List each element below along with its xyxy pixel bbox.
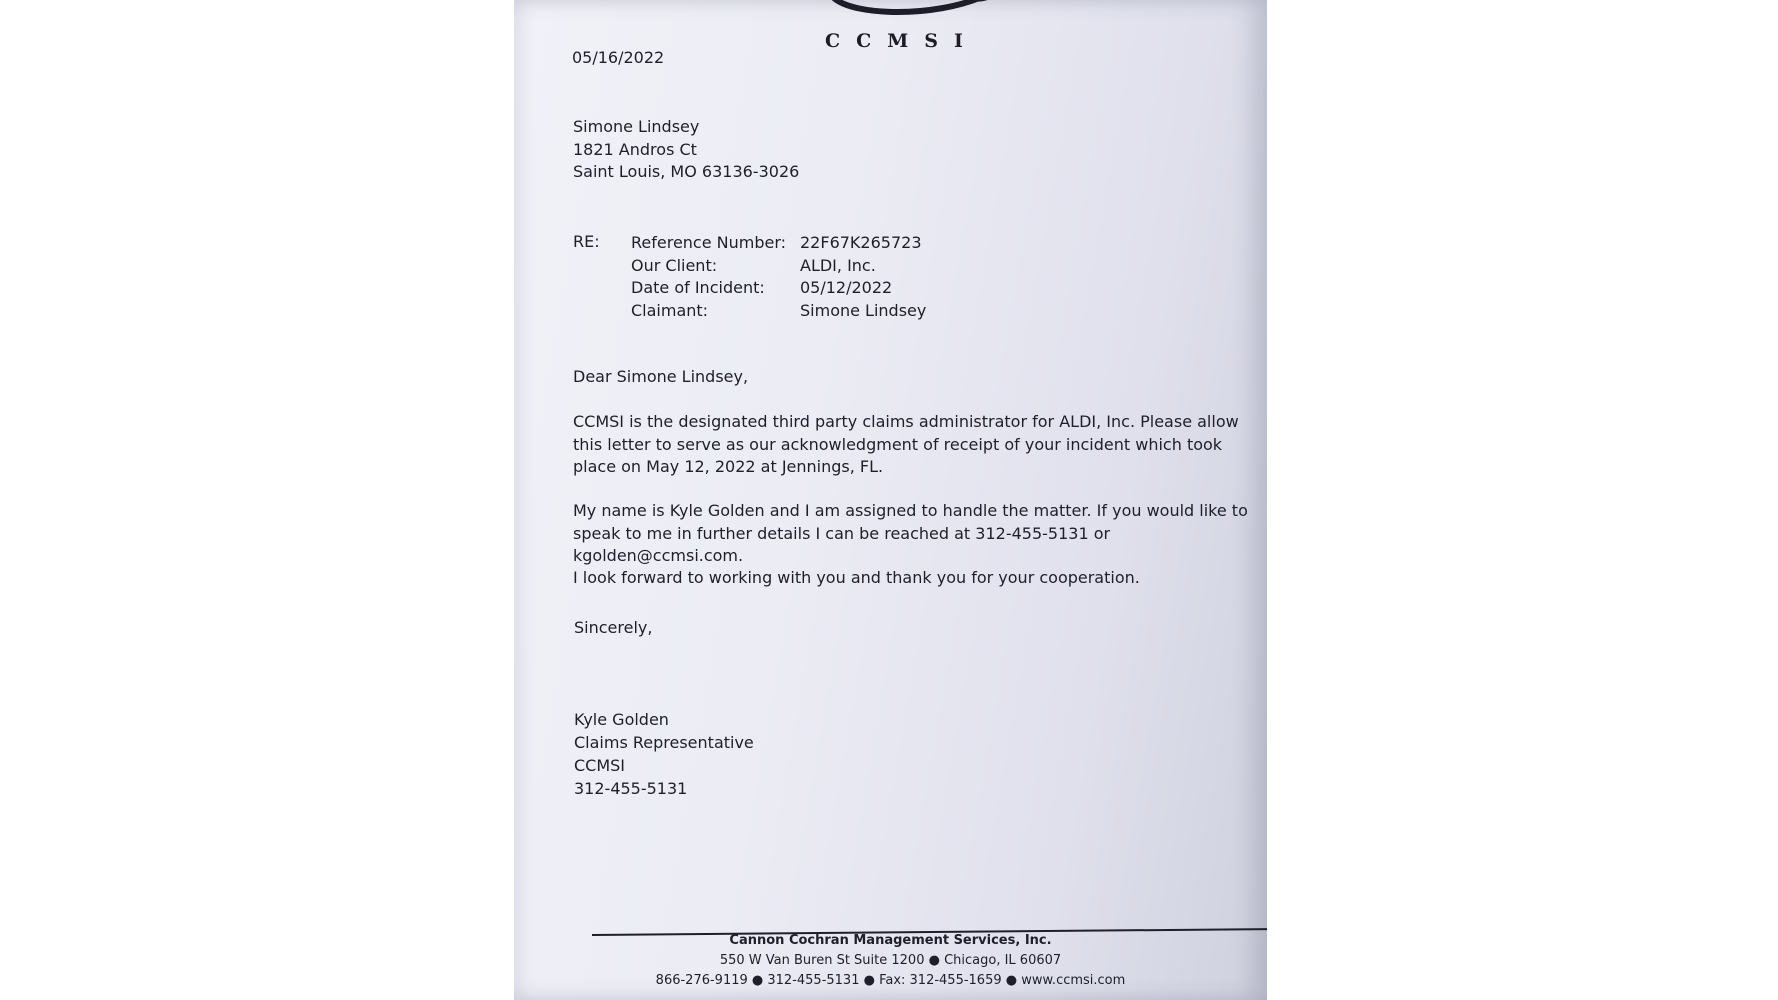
ccmsi-logo-swoosh-icon bbox=[814, 0, 1004, 24]
letter-date: 05/16/2022 bbox=[572, 48, 665, 67]
ccmsi-logo-text: CCMSI bbox=[825, 30, 979, 52]
body-paragraph: I look forward to working with you and thank you for your cooperation. bbox=[573, 568, 1140, 587]
re-row-client bbox=[631, 255, 926, 278]
footer-contact: 866-276-9119 ● 312-455-5131 ● Fax: 312-455-1659 ● www.ccmsi.com bbox=[655, 973, 1126, 988]
re-details bbox=[631, 232, 926, 322]
footer-address: 550 W Van Buren St Suite 1200 ● Chicago, IL 60607 bbox=[719, 953, 1062, 968]
client-name: ALDI, Inc. bbox=[800, 255, 876, 275]
reference-number: 22F67K265723 bbox=[800, 233, 922, 252]
body-paragraph: CCMSI is the designated third party claims administrator for ALDI, Inc. Please allow this letter to serve as our acknowledgment of receipt of your incident which took place on May 12, 2022 at Jennings, FL. bbox=[573, 412, 1239, 476]
letter-page bbox=[514, 0, 1267, 1000]
re-label: RE: bbox=[573, 232, 600, 251]
re-key: Date of Incident: bbox=[631, 278, 765, 297]
claimant-name: Simone Lindsey bbox=[800, 300, 927, 320]
re-key: Our Client: bbox=[631, 255, 718, 275]
recipient-name: Simone Lindsey bbox=[573, 117, 700, 136]
signer-name: Kyle Golden bbox=[574, 710, 669, 729]
re-key: Claimant: bbox=[631, 300, 709, 320]
re-row-incident-date bbox=[631, 277, 926, 300]
salutation: Dear Simone Lindsey, bbox=[573, 367, 749, 386]
incident-date: 05/12/2022 bbox=[800, 278, 893, 297]
signature-block bbox=[574, 708, 754, 800]
body-paragraph: My name is Kyle Golden and I am assigned to handle the matter. If you would like to speak to me in further details I can be reached at 312-455-5131 or kgolden@ccmsi.com. bbox=[573, 501, 1248, 565]
recipient-address bbox=[573, 116, 799, 184]
recipient-street: 1821 Andros Ct bbox=[573, 139, 697, 159]
closing: Sincerely, bbox=[574, 618, 653, 637]
signer-company: CCMSI bbox=[574, 756, 626, 775]
re-row-claimant bbox=[631, 300, 926, 323]
footer-company: Cannon Cochran Management Services, Inc. bbox=[729, 933, 1052, 948]
signer-title: Claims Representative bbox=[574, 733, 754, 752]
re-row-reference bbox=[631, 232, 926, 255]
re-key: Reference Number: bbox=[631, 233, 787, 252]
recipient-city: Saint Louis, MO 63136-3026 bbox=[573, 162, 800, 181]
signer-phone: 312-455-5131 bbox=[574, 779, 688, 798]
